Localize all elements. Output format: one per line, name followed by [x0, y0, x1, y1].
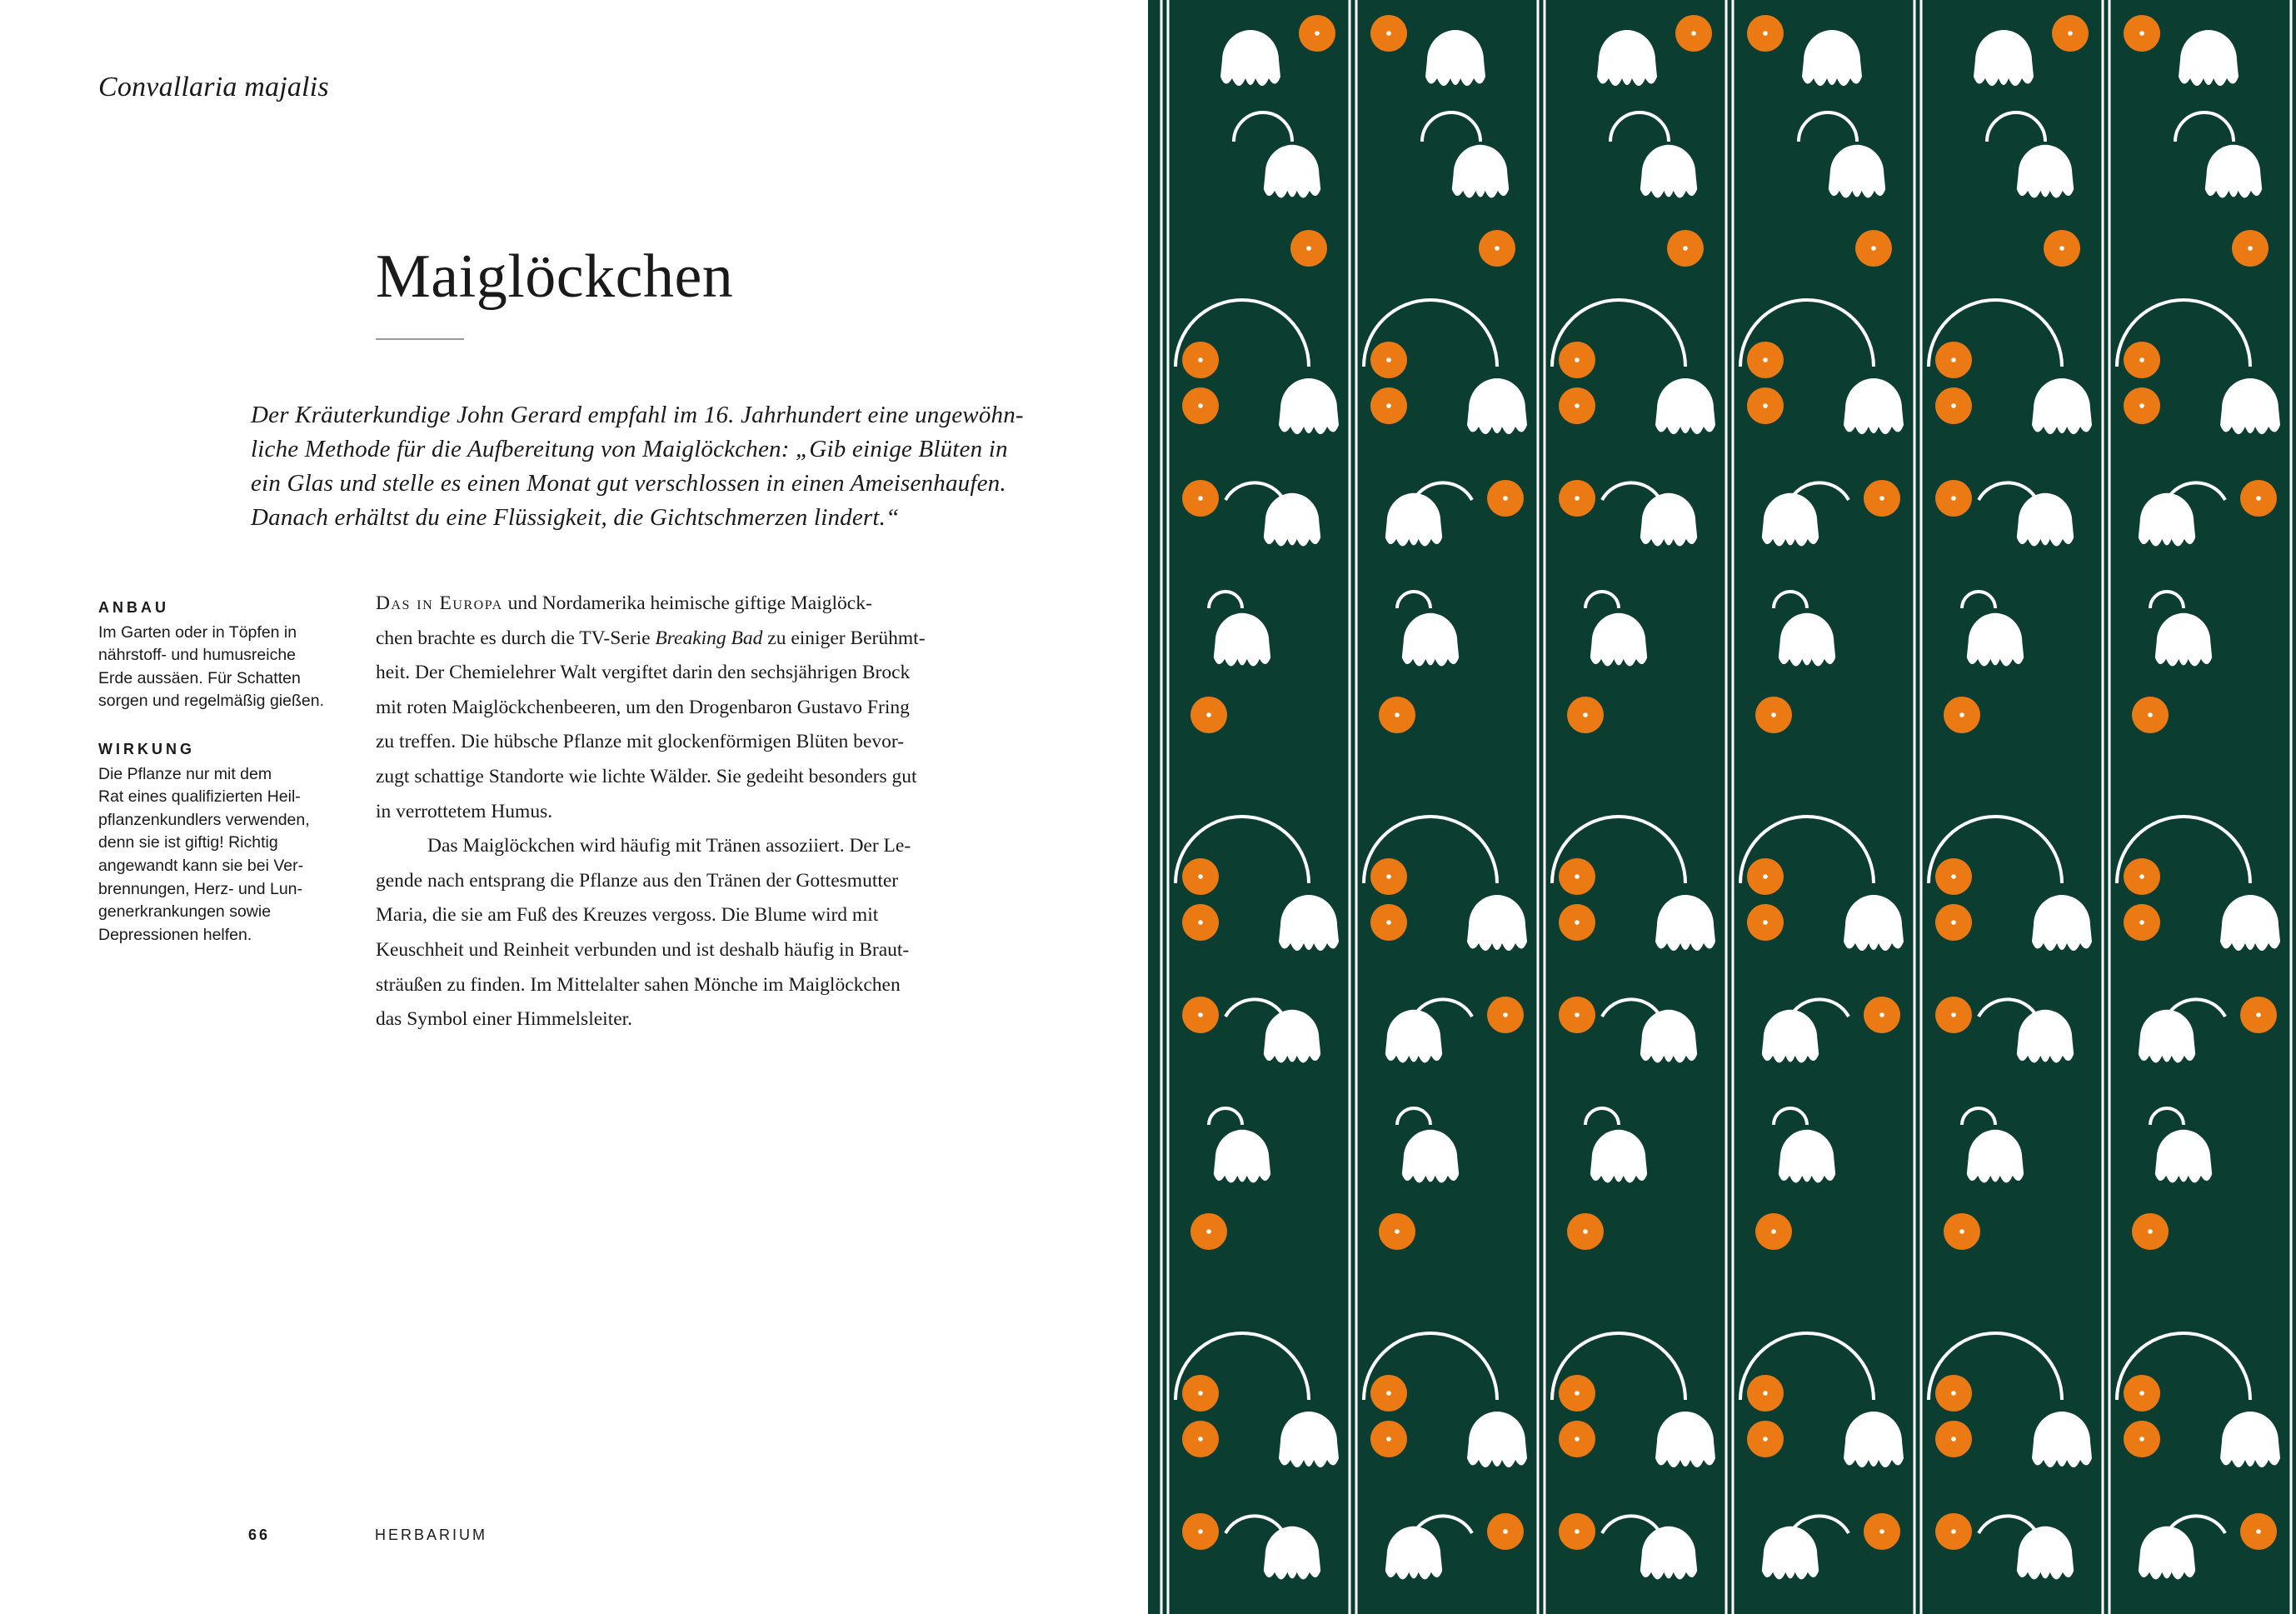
- berry: [1944, 1213, 1980, 1250]
- berry: [2124, 387, 2160, 424]
- body-line: gende nach entsprang die Pflanze aus den Tränen der Gottesmutter: [376, 869, 899, 892]
- page-title: Maiglöckchen: [376, 242, 734, 311]
- berry: [2052, 15, 2089, 52]
- berry: [2240, 997, 2277, 1033]
- berry: [1182, 342, 1219, 378]
- berry: [2124, 858, 2160, 895]
- berry: [1190, 1213, 1227, 1250]
- berry: [1182, 387, 1219, 424]
- berry: [1487, 997, 1524, 1033]
- berry: [1370, 858, 1407, 895]
- berry: [1559, 342, 1595, 378]
- berry: [2124, 1421, 2160, 1457]
- body-line: Maria, die sie am Fuß des Kreuzes vergoss. Die Blume wird mit: [376, 904, 879, 927]
- berry: [1935, 997, 1972, 1033]
- sidebar-anbau: [98, 597, 340, 713]
- sidebar-wirkung: [98, 738, 340, 947]
- body-line-italic: Breaking Bad: [655, 627, 763, 649]
- body-line-part: chen brachte es durch die TV-Serie: [376, 627, 656, 649]
- sidebar-line: angewandt kann sie bei Ver-: [98, 856, 304, 875]
- berry: [2240, 1513, 2277, 1550]
- page-number: 66: [248, 1527, 271, 1543]
- berry: [1299, 15, 1335, 52]
- berry: [2124, 904, 2160, 941]
- berry: [1479, 230, 1515, 267]
- berry: [1190, 697, 1227, 733]
- column-divider: [1167, 0, 1170, 1614]
- berry: [1855, 230, 1892, 267]
- berry: [2124, 342, 2160, 378]
- berry: [1747, 342, 1784, 378]
- intro-line: ein Glas und stelle es einen Monat gut verschlossen in einen Ameisenhaufen.: [251, 470, 1006, 497]
- body-line: sträußen zu finden. Im Mittelalter sahen Mönche im Maiglöckchen: [376, 973, 901, 996]
- column-divider: [1544, 0, 1546, 1614]
- berry: [1559, 1421, 1595, 1457]
- column-divider: [1537, 0, 1540, 1614]
- lily-of-the-valley-pattern: [1148, 0, 2296, 1614]
- sidebar-line: generkrankungen sowie: [98, 902, 272, 922]
- berry: [2124, 1375, 2160, 1412]
- berry: [1935, 342, 1972, 378]
- sidebar-anbau-label: ANBAU: [98, 599, 169, 616]
- berry: [2240, 480, 2277, 517]
- berry: [1487, 1513, 1524, 1550]
- pattern-layer: [1148, 0, 2296, 1614]
- right-page: [1148, 0, 2296, 1614]
- berry: [2044, 230, 2080, 267]
- intro-line: Der Kräuterkundige John Gerard empfahl im 16. Jahrhundert eine ungewöhn-: [251, 402, 1024, 428]
- sidebar-line: nährstoff- und humusreiche: [98, 646, 297, 665]
- berry: [1935, 904, 1972, 941]
- berry: [1747, 1421, 1784, 1457]
- column-divider: [1920, 0, 1923, 1614]
- berry: [1935, 1375, 1972, 1412]
- berry: [1747, 858, 1784, 895]
- column-divider: [1732, 0, 1734, 1614]
- berry: [2132, 1213, 2169, 1250]
- berry: [1559, 997, 1595, 1033]
- berry: [1567, 1213, 1604, 1250]
- berry: [2132, 697, 2169, 733]
- berry: [2124, 15, 2160, 52]
- intro-quote: [251, 398, 1024, 535]
- berry: [1747, 1375, 1784, 1412]
- body-line: zu treffen. Die hübsche Pflanze mit glockenförmigen Blüten bevor-: [376, 731, 905, 753]
- berry: [1675, 15, 1712, 52]
- sidebar-line: Rat eines qualifizierten Heil-: [98, 787, 301, 807]
- sidebar-line: Erde aussäen. Für Schatten: [98, 668, 301, 687]
- berry: [1559, 480, 1595, 517]
- book-title-footer: HERBARIUM: [375, 1527, 488, 1543]
- body-line: in verrottetem Humus.: [376, 800, 553, 822]
- berry: [1182, 1375, 1219, 1412]
- berry: [1935, 480, 1972, 517]
- berry: [1755, 697, 1792, 733]
- berry: [1290, 230, 1327, 267]
- column-divider: [1355, 0, 1358, 1614]
- sidebar-wirkung-label: WIRKUNG: [98, 741, 195, 757]
- sidebar-line: sorgen und regelmäßig gießen.: [98, 692, 324, 711]
- berry: [1559, 858, 1595, 895]
- berry: [1747, 904, 1784, 941]
- berry: [1370, 342, 1407, 378]
- column-divider: [1349, 0, 1351, 1614]
- sidebar-line: Im Garten oder in Töpfen in: [98, 622, 297, 642]
- body-text: [376, 587, 992, 1037]
- berry: [1182, 480, 1219, 517]
- sidebar-line: pflanzenkundlers verwenden,: [98, 810, 310, 829]
- berry: [1864, 480, 1900, 517]
- berry: [1944, 697, 1980, 733]
- berry: [1182, 997, 1219, 1033]
- berry: [1370, 1421, 1407, 1457]
- body-line-rest: und Nordamerika heimische giftige Maiglöck-: [502, 592, 872, 614]
- intro-line: liche Methode für die Aufbereitung von Maiglöckchen: „Gib einige Blüten in: [251, 436, 1008, 462]
- berry: [2232, 230, 2269, 267]
- sidebar-line: denn sie ist giftig! Richtig: [98, 833, 278, 852]
- berry: [1755, 1213, 1792, 1250]
- berry: [1935, 858, 1972, 895]
- column-divider: [2290, 0, 2293, 1614]
- berry: [1935, 387, 1972, 424]
- berry: [1747, 387, 1784, 424]
- berry: [1182, 1421, 1219, 1457]
- berry: [1379, 1213, 1415, 1250]
- body-line: [376, 622, 992, 657]
- body-line: heit. Der Chemielehrer Walt vergiftet darin den sechsjährigen Brock: [376, 662, 911, 684]
- berry: [1667, 230, 1704, 267]
- intro-line: Danach erhältst du eine Flüssigkeit, die Gichtschmerzen lindert.“: [251, 504, 900, 531]
- berry: [1559, 904, 1595, 941]
- berry: [1864, 997, 1900, 1033]
- berry: [1747, 15, 1784, 52]
- berry: [1559, 1513, 1595, 1550]
- berry: [1370, 387, 1407, 424]
- column-divider: [1914, 0, 1916, 1614]
- title-divider: [376, 338, 464, 340]
- body-line: [376, 587, 992, 622]
- body-line: Keuschheit und Reinheit verbunden und ist deshalb häufig in Braut-: [376, 938, 910, 961]
- column-divider: [1160, 0, 1163, 1614]
- berry: [1182, 858, 1219, 895]
- body-line-part: zu einiger Berühmt-: [762, 627, 926, 649]
- body-lead-smallcaps: Das in Europa: [376, 592, 503, 614]
- body-line: das Symbol einer Himmelsleiter.: [376, 1008, 633, 1031]
- column-divider: [1725, 0, 1728, 1614]
- berry: [1935, 1513, 1972, 1550]
- berry: [1182, 904, 1219, 941]
- body-line: mit roten Maiglöckchenbeeren, um den Drogenbaron Gustavo Fring: [376, 696, 910, 718]
- column-divider: [2109, 0, 2111, 1614]
- berry: [1487, 480, 1524, 517]
- body-line: Das Maiglöckchen wird häufig mit Tränen assoziiert. Der Le-: [427, 835, 911, 857]
- berry: [1370, 904, 1407, 941]
- body-line: zugt schattige Standorte wie lichte Wälder. Sie gedeiht besonders gut: [376, 765, 917, 787]
- berry: [1559, 1375, 1595, 1412]
- berry: [1370, 1375, 1407, 1412]
- running-head: Convallaria majalis: [98, 72, 329, 102]
- sidebar-line: Die Pflanze nur mit dem: [98, 764, 272, 783]
- berry: [1864, 1513, 1900, 1550]
- berry: [1559, 387, 1595, 424]
- berry: [1182, 1513, 1219, 1550]
- berry: [1370, 15, 1407, 52]
- berry: [1379, 697, 1415, 733]
- sidebar-line: brennungen, Herz- und Lun-: [98, 879, 302, 898]
- berry: [1567, 697, 1604, 733]
- sidebar-line: Depressionen helfen.: [98, 925, 252, 944]
- berry: [1935, 1421, 1972, 1457]
- column-divider: [2102, 0, 2104, 1614]
